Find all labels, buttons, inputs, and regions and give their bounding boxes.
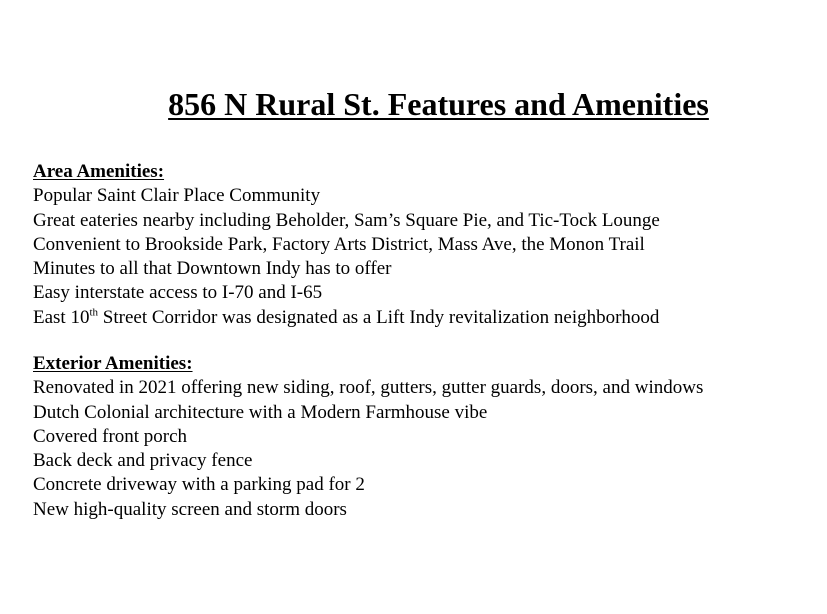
- list-item: Covered front porch: [33, 425, 188, 447]
- list-item-text-end: Street Corridor was designated as a Lift Indy revitalization neighborhood: [98, 306, 660, 328]
- area-amenities-section: [33, 160, 823, 330]
- list-item: Minutes to all that Downtown Indy has to offer: [33, 258, 392, 280]
- exterior-amenities-heading: Exterior Amenities:: [33, 353, 193, 374]
- exterior-amenities-section: [33, 352, 823, 522]
- ordinal-suffix: th: [89, 306, 99, 319]
- list-item: [33, 306, 823, 330]
- list-item: Convenient to Brookside Park, Factory Arts District, Mass Ave, the Monon Trail: [33, 233, 645, 255]
- list-item: Easy interstate access to I-70 and I-65: [33, 282, 323, 304]
- list-item: New high-quality screen and storm doors: [33, 498, 347, 520]
- list-item: Great eateries nearby including Beholder, Sam’s Square Pie, and Tic-Tock Lounge: [33, 209, 660, 231]
- list-item-text-start: East 10: [33, 306, 90, 328]
- area-amenities-heading: Area Amenities:: [33, 161, 165, 182]
- list-item: Renovated in 2021 offering new siding, roof, gutters, gutter guards, doors, and windows: [33, 377, 704, 399]
- document-title: 856 N Rural St. Features and Amenities: [168, 86, 709, 122]
- list-item: Back deck and privacy fence: [33, 450, 253, 472]
- list-item: Dutch Colonial architecture with a Modern Farmhouse vibe: [33, 401, 488, 423]
- list-item: Popular Saint Clair Place Community: [33, 185, 321, 207]
- list-item: Concrete driveway with a parking pad for 2: [33, 474, 365, 496]
